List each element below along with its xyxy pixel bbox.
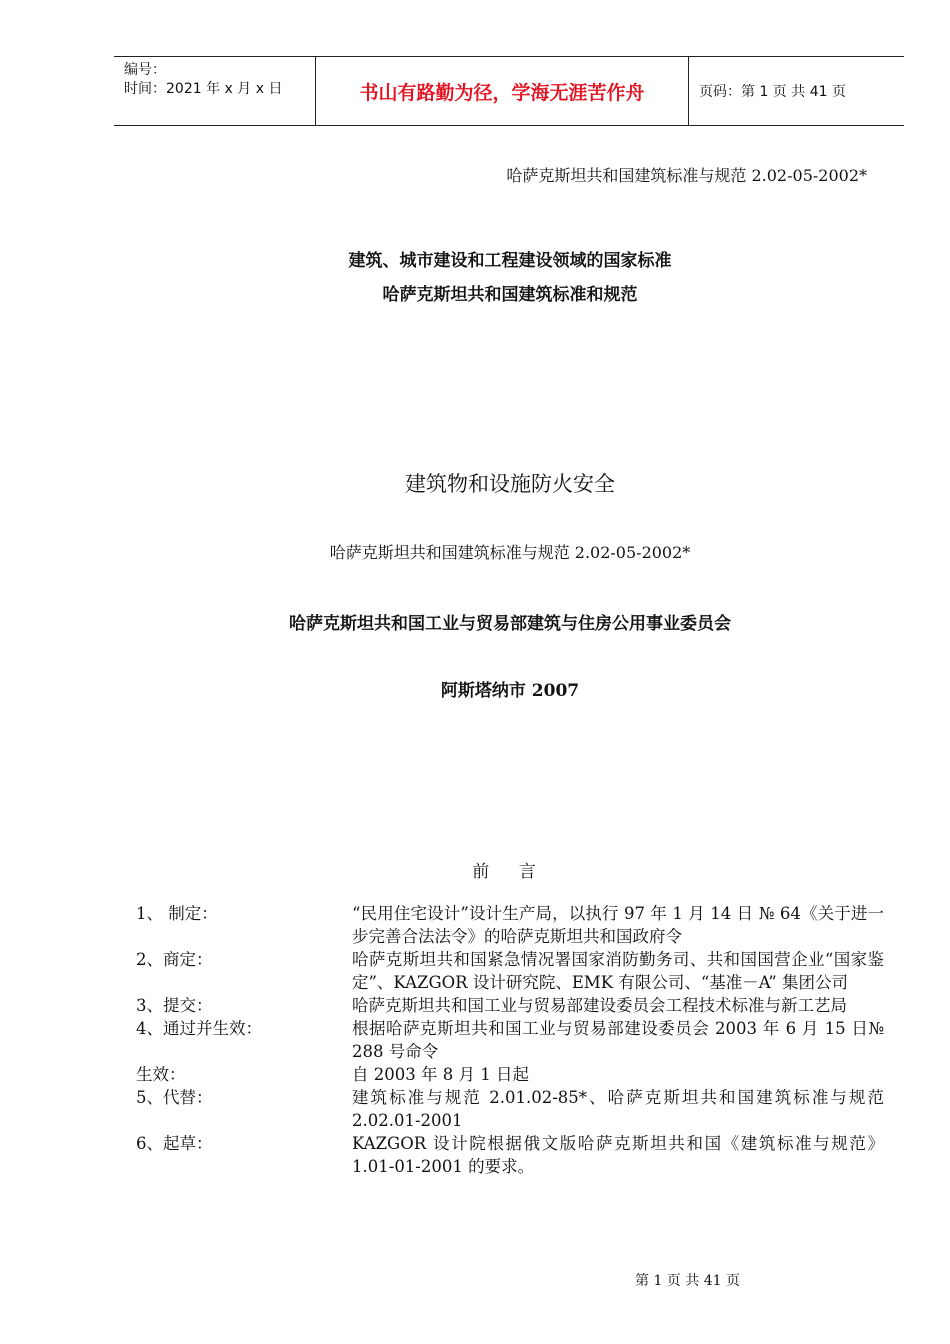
preface-heading: 前 言: [472, 862, 548, 882]
top-reference: 哈萨克斯坦共和国建筑标准与规范 2.02-05-2002*: [506, 166, 867, 185]
time-label: 时间：2021 年 x 月 x 日: [124, 81, 283, 97]
main-title: 建筑物和设施防火安全: [405, 472, 615, 496]
city-year: 阿斯塔纳市 2007: [440, 681, 580, 701]
item-label: 5、代替：: [136, 1088, 213, 1107]
page-footer: 第 1 页 共 41 页: [635, 1273, 740, 1289]
preface-item: [136, 1063, 884, 1086]
item-label: 生效：: [136, 1065, 186, 1084]
item-value: “民用住宅设计”设计生产局，以执行 97 年 1 月 14 日 № 64《关于进一步完善合法法令》的哈萨克斯坦共和国政府令: [352, 904, 884, 946]
item-label: 4、通过并生效：: [136, 1019, 262, 1038]
title-line-1: 建筑、城市建设和工程建设领域的国家标准: [348, 251, 672, 271]
preface-item: [136, 994, 884, 1017]
motto-cell: [316, 57, 689, 125]
serial-label: 编号：: [124, 62, 166, 78]
header-info-cell: [114, 57, 316, 125]
item-label: 3、提交：: [136, 996, 213, 1015]
preface-item: [136, 1017, 884, 1063]
preface-item: [136, 1086, 884, 1132]
item-value: 自 2003 年 8 月 1 日起: [352, 1065, 529, 1084]
standard-reference: 哈萨克斯坦共和国建筑标准与规范 2.02-05-2002*: [329, 543, 691, 562]
item-value: 哈萨克斯坦共和国工业与贸易部建设委员会工程技术标准与新工艺局: [352, 996, 847, 1015]
title-line-2: 哈萨克斯坦共和国建筑标准和规范: [382, 285, 638, 305]
preface-items: [136, 902, 884, 1178]
item-label: 2、商定：: [136, 950, 213, 969]
preface-item: [136, 902, 884, 948]
page-info-text: 页码：第 1 页 共 41 页: [699, 84, 846, 100]
item-label: 6、起草：: [136, 1134, 213, 1153]
page-info-cell: [689, 57, 904, 125]
item-value: 建筑标准与规范 2.01.02-85*、哈萨克斯坦共和国建筑标准与规范 2.02.01-2001: [352, 1088, 884, 1130]
preface-item: [136, 948, 884, 994]
motto-text: 书山有路勤为径，学海无涯苦作舟: [359, 81, 645, 104]
item-value: 根据哈萨克斯坦共和国工业与贸易部建设委员会 2003 年 6 月 15 日№ 288 号命令: [352, 1019, 884, 1061]
item-value: 哈萨克斯坦共和国紧急情况署国家消防勤务司、共和国国营企业“国家鉴定”、KAZGOR 设计研究院、EMK 有限公司、“基准－A” 集团公司: [352, 950, 884, 992]
committee-name: 哈萨克斯坦共和国工业与贸易部建筑与住房公用事业委员会: [289, 614, 731, 634]
preface-item: [136, 1132, 884, 1178]
header-table: [114, 56, 904, 126]
item-label: 1、 制定：: [136, 904, 218, 923]
item-value: KAZGOR 设计院根据俄文版哈萨克斯坦共和国《建筑标准与规范》1.01-01-2001 的要求。: [352, 1134, 884, 1176]
